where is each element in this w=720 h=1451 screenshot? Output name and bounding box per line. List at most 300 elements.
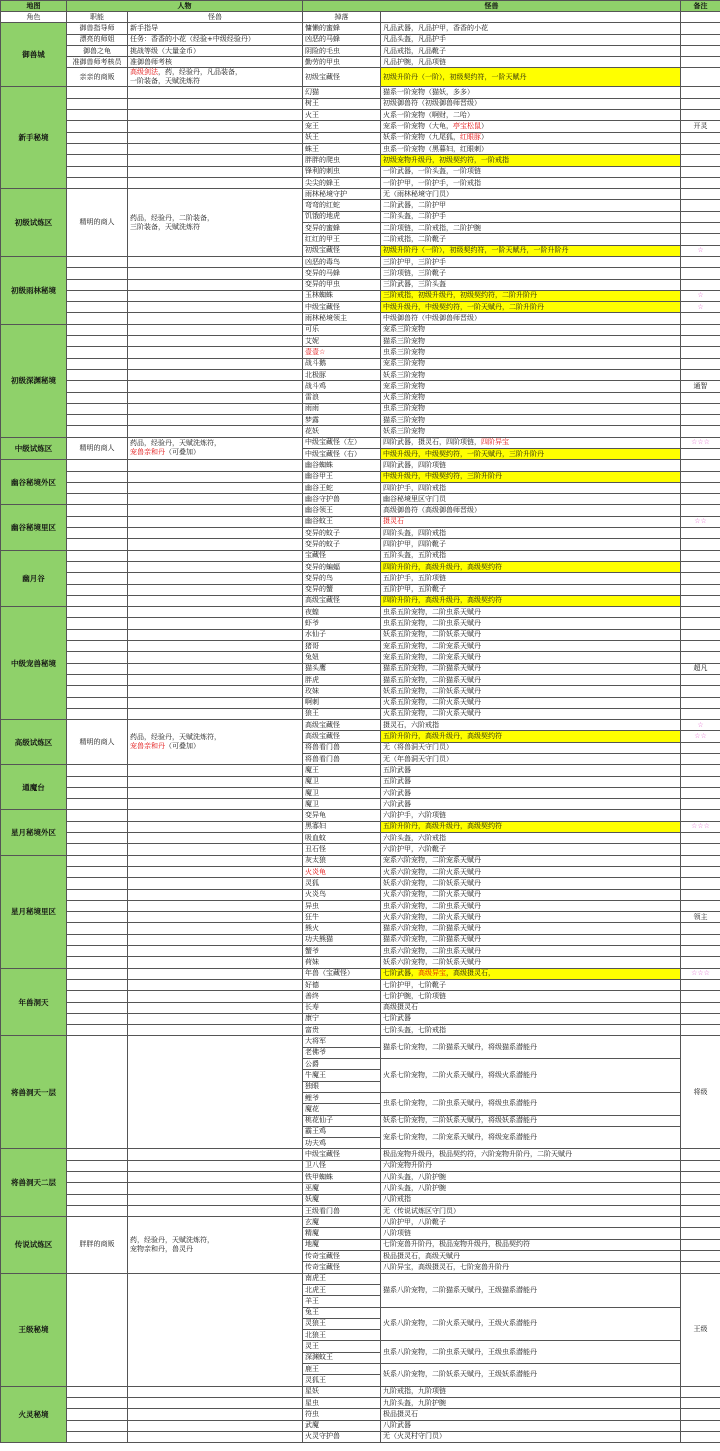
drop-cell (381, 641, 681, 652)
table-row (1, 618, 720, 629)
drop-text: 火系五阶宠物，二阶火系天赋丹 (383, 698, 481, 707)
note-cell: ☆☆☆ (681, 821, 720, 832)
npc-role: 精明的商人 (67, 189, 128, 257)
table-row (1, 1205, 720, 1216)
npc-duty (128, 652, 303, 663)
beast-name: 长寿 (303, 1002, 381, 1013)
table-row (1, 878, 720, 889)
note-cell (681, 358, 720, 369)
map-name: 王级秘境 (1, 1273, 67, 1386)
beast-name: 变异的蚊子 (303, 539, 381, 550)
drop-cell (381, 110, 681, 121)
drop-cell (381, 1431, 681, 1442)
npc-role (67, 1397, 128, 1408)
npc-duty (128, 358, 303, 369)
note-cell (681, 482, 720, 493)
beast-name: 火灵守护兽 (303, 1431, 381, 1442)
npc-duty (128, 1409, 303, 1420)
drop-text: 中级升级丹，中级契约符，三阶升阶丹 (383, 472, 502, 481)
drop-cell (381, 720, 681, 731)
beast-name: 雷浪 (303, 392, 381, 403)
note-cell (681, 539, 720, 550)
table-row (1, 787, 720, 798)
npc-duty (128, 324, 303, 335)
drop-text: 五阶升阶丹，高级升级丹，高级契约符 (383, 822, 502, 831)
npc-role (67, 550, 128, 561)
npc-role (67, 1183, 128, 1194)
npc-role (67, 415, 128, 426)
beast-name: 艾妮 (303, 336, 381, 347)
note-cell (681, 369, 720, 380)
map-name: 传说试炼区 (1, 1217, 67, 1273)
npc-role (67, 573, 128, 584)
drop-text: 极品摄灵石 (383, 1409, 418, 1418)
npc-duty (128, 776, 303, 787)
table-row (1, 1431, 720, 1442)
table-row (1, 437, 720, 448)
npc-duty (128, 844, 303, 855)
table-row (1, 810, 720, 821)
beast-name: 魔王 (303, 765, 381, 776)
drop-text: 妖系六阶宠物，二阶妖系天赋丹 (383, 878, 481, 887)
drop-cell: 虫系八阶宠物，二阶虫系天赋丹，王级虫系潜能丹 (381, 1341, 681, 1364)
beast-name: 年兽（宝藏怪） (303, 968, 381, 979)
drop-cell (381, 991, 681, 1002)
table-row (1, 279, 720, 290)
drop-cell (381, 426, 681, 437)
table-row (1, 686, 720, 697)
beast-name: 桃花仙子 (303, 1115, 381, 1126)
drop-text: 极品摄灵石，高级天赋丹 (383, 1251, 460, 1260)
npc-duty (128, 957, 303, 968)
beast-name: 吸血蚊 (303, 833, 381, 844)
note-cell (681, 708, 720, 719)
drop-text: 初级宠物升级丹，初级契约符，一阶戒指 (383, 155, 509, 164)
note-cell (681, 166, 720, 177)
drop-cell (381, 979, 681, 990)
note-cell (681, 177, 720, 188)
drop-cell (381, 302, 681, 313)
npc-duty (128, 663, 303, 674)
note-cell (681, 584, 720, 595)
note-cell: ☆☆ (681, 516, 720, 527)
npc-role (67, 358, 128, 369)
npc-role (67, 1149, 128, 1160)
note-cell (681, 1431, 720, 1442)
npc-duty (128, 87, 303, 98)
npc-duty-text: 三阶装备，天赋洗炼符 (130, 222, 200, 231)
drop-text: 三阶戒指，初级升级丹，初级契约符，二阶升阶丹 (383, 291, 537, 300)
drop-cell (381, 866, 681, 877)
npc-role (67, 121, 128, 132)
note-cell: 开灵 (681, 121, 720, 132)
table-row (1, 889, 720, 900)
map-name: 将兽洞天二层 (1, 1149, 67, 1217)
drop-text: 八阶项链 (383, 1229, 411, 1238)
note-cell (681, 1013, 720, 1024)
note-cell (681, 799, 720, 810)
note-cell: ☆ (681, 245, 720, 256)
drop-cell (381, 290, 681, 301)
beast-name: 夜蝗 (303, 607, 381, 618)
note-cell (681, 23, 720, 34)
drop-text: 五阶武器 (383, 777, 411, 786)
drop-cell (381, 629, 681, 640)
drop-cell (381, 34, 681, 45)
npc-role (67, 279, 128, 290)
note-cell: ☆☆ (681, 731, 720, 742)
table-row (1, 347, 720, 358)
drop-text: 五阶护甲，五阶靴子 (383, 585, 446, 594)
npc-duty-red: 宠兽亲和丹 (130, 448, 165, 457)
beast-name: 公爵 (303, 1059, 381, 1070)
drop-cell (381, 494, 681, 505)
beast-name: 兔妞 (303, 652, 381, 663)
drop-highlight-red: 四阶异宝 (481, 438, 509, 447)
table-row (1, 663, 720, 674)
note-cell (681, 1397, 720, 1408)
beast-name: 星妖 (303, 1386, 381, 1397)
beast-name: 魔花 (303, 1104, 381, 1115)
note-cell (681, 934, 720, 945)
beast-name: 卫八怪 (303, 1160, 381, 1171)
beast-name: 初级宝藏怪 (303, 68, 381, 87)
note-cell (681, 810, 720, 821)
drop-text: 宠系五阶宠物，二阶宠系天赋丹 (383, 641, 481, 650)
drop-cell (381, 23, 681, 34)
drop-text: 七阶武器 (383, 1014, 411, 1023)
drop-cell (381, 1420, 681, 1431)
drop-cell (381, 189, 681, 200)
npc-duty (128, 110, 303, 121)
npc-role (67, 482, 128, 493)
note-cell (681, 1002, 720, 1013)
npc-role (67, 912, 128, 923)
note-cell (681, 878, 720, 889)
note-cell (681, 68, 720, 87)
beast-name: 深渊蚊王 (303, 1352, 381, 1363)
beast-name: 饥饿的地虎 (303, 211, 381, 222)
note-cell (681, 833, 720, 844)
beast-name: 尖尖的蜂王 (303, 177, 381, 188)
note-cell (681, 900, 720, 911)
drop-text: 宠系三阶宠物 (383, 325, 425, 334)
table-row (1, 968, 720, 979)
map-name: 幽谷秘境外区 (1, 460, 67, 505)
npc-duty (128, 516, 303, 527)
npc-duty (128, 460, 303, 471)
npc-duty (128, 765, 303, 776)
drop-cell (381, 223, 681, 234)
note-cell (681, 313, 720, 324)
drop-text: 妖系三阶宠物 (383, 370, 425, 379)
npc-duty (128, 426, 303, 437)
drop-text: 虫系一阶宠物（黑暮妇，红眼刺） (383, 144, 488, 153)
drop-text: 八阶戒指 (383, 1195, 411, 1204)
drop-cell (381, 57, 681, 68)
npc-role (67, 528, 128, 539)
table-row (1, 1386, 720, 1397)
npc-role (67, 471, 128, 482)
drop-cell (381, 45, 681, 56)
npc-duty-text: 药品，经验丹，天赋洗炼符， (130, 439, 221, 448)
npc-duty (128, 584, 303, 595)
beast-name: 玫妹 (303, 686, 381, 697)
beast-name: 战斗鸡 (303, 381, 381, 392)
drop-cell: 妖系七阶宠物，二阶妖系天赋丹，将级妖系潜能丹 (381, 1115, 681, 1126)
note-cell (681, 697, 720, 708)
beast-name: 传奇宝藏怪 (303, 1262, 381, 1273)
note-cell (681, 1420, 720, 1431)
drop-cell (381, 121, 681, 132)
beast-name: 北极豚 (303, 369, 381, 380)
beast-name: 羊王 (303, 1296, 381, 1307)
npc-role (67, 110, 128, 121)
npc-duty (128, 1397, 303, 1408)
drop-text: 四阶护手，四阶戒指 (383, 483, 446, 492)
beast-name: 牛魔王 (303, 1070, 381, 1081)
npc-duty (128, 912, 303, 923)
drop-cell (381, 934, 681, 945)
note-cell (681, 889, 720, 900)
beast-name: 灵狼王 (303, 1318, 381, 1329)
drop-cell (381, 347, 681, 358)
beast-name: 灵王 (303, 1341, 381, 1352)
drop-text: 七阶武器， (383, 969, 418, 978)
drop-text: 初级御兽符（初级御兽师晋级） (383, 99, 481, 108)
npc-duty (128, 991, 303, 1002)
drop-text: 宠系五阶宠物，二阶宠系天赋丹 (383, 652, 481, 661)
npc-role (67, 765, 128, 776)
drop-cell (381, 471, 681, 482)
beast-name: 妖魔 (303, 1194, 381, 1205)
npc-role: 胖胖的商贩 (67, 1217, 128, 1273)
drop-cell (381, 923, 681, 934)
drop-text: 虫系三阶宠物 (383, 404, 425, 413)
npc-role (67, 1171, 128, 1182)
drop-text: 猫系六阶宠物，二阶猫系天赋丹 (383, 935, 481, 944)
drop-text: 四阶升阶丹，高级升级丹，高级契约符 (383, 562, 502, 571)
table-row (1, 844, 720, 855)
drop-cell (381, 516, 681, 527)
npc-role (67, 900, 128, 911)
beast-name: 花妖 (303, 426, 381, 437)
note-cell (681, 460, 720, 471)
npc-duty-text: 药品，经验丹，天赋洗炼符， (130, 733, 221, 742)
drop-cell (381, 268, 681, 279)
table-row (1, 561, 720, 572)
beast-name: 壹壹☆ (303, 347, 381, 358)
drop-text-tail: ，高级摄灵石， (446, 969, 495, 978)
drop-text: 二阶戒指，二阶靴子 (383, 234, 446, 243)
npc-role (67, 290, 128, 301)
npc-role: 精明的商人 (67, 437, 128, 460)
npc-duty (128, 302, 303, 313)
npc-duty (128, 57, 303, 68)
drop-text: 凡品护腕，凡品项链 (383, 57, 446, 66)
note-cell (681, 1183, 720, 1194)
note-cell (681, 1239, 720, 1250)
note-cell (681, 641, 720, 652)
npc-duty (128, 68, 303, 87)
npc-duty (128, 155, 303, 166)
table-row (1, 573, 720, 584)
table-row (1, 98, 720, 109)
npc-role (67, 1205, 128, 1216)
drop-text: 六阶头盔，六阶戒指 (383, 833, 446, 842)
note-cell (681, 787, 720, 798)
beast-name: 雨林秘境领主 (303, 313, 381, 324)
note-cell: 领主 (681, 912, 720, 923)
note-cell (681, 392, 720, 403)
beast-name: 幽谷甲王 (303, 471, 381, 482)
drop-cell (381, 1217, 681, 1228)
drop-cell (381, 200, 681, 211)
note-cell (681, 234, 720, 245)
beast-name: 慵懒的蜜蜂 (303, 23, 381, 34)
drop-cell (381, 584, 681, 595)
drop-text: 无（雨林秘境守门员） (383, 189, 453, 198)
drop-text: 虫系三阶宠物 (383, 347, 425, 356)
npc-role (67, 324, 128, 335)
npc-role (67, 1273, 128, 1386)
note-cell (681, 618, 720, 629)
npc-duty (128, 1386, 303, 1397)
drop-text: 三阶武器，三阶头盔 (383, 280, 446, 289)
beast-name: 高级宝藏怪 (303, 720, 381, 731)
beast-name: 变异的蟹 (303, 584, 381, 595)
beast-name: 变异的蚊子 (303, 528, 381, 539)
npc-duty (128, 34, 303, 45)
npc-duty-text: 任务：香香的小花（经验+中级经验丹） (130, 35, 255, 44)
drop-cell (381, 539, 681, 550)
drop-text: 宠系一阶宠物（大龟， (383, 122, 453, 131)
npc-duty (128, 177, 303, 188)
npc-duty (128, 23, 303, 34)
npc-duty (128, 1431, 303, 1442)
npc-role (67, 618, 128, 629)
beast-name: 水仙子 (303, 629, 381, 640)
drop-cell (381, 132, 681, 143)
drop-cell (381, 889, 681, 900)
npc-duty (128, 369, 303, 380)
beast-name: 凶恶的毒鸟 (303, 256, 381, 267)
npc-duty (128, 437, 303, 460)
npc-role (67, 641, 128, 652)
npc-role (67, 369, 128, 380)
note-cell (681, 110, 720, 121)
npc-duty (128, 143, 303, 154)
drop-cell: 猫系八阶宠物，二阶猫系天赋丹，王级猫系潜能丹 (381, 1273, 681, 1307)
table-row (1, 1013, 720, 1024)
note-cell (681, 686, 720, 697)
drop-cell (381, 686, 681, 697)
drop-text: 五阶护手，五阶项链 (383, 573, 446, 582)
table-row (1, 166, 720, 177)
drop-text-tail: ） (481, 122, 488, 131)
beast-name: 幽谷蜘蛛 (303, 460, 381, 471)
npc-duty (128, 674, 303, 685)
npc-duty (128, 313, 303, 324)
drop-text: 火系三阶宠物 (383, 393, 425, 402)
beast-name: 雨雨 (303, 403, 381, 414)
drop-text: 宠系六阶宠物，二阶宠系天赋丹 (383, 856, 481, 865)
beast-name: 王级看门兽 (303, 1205, 381, 1216)
drop-text: 六阶武器 (383, 799, 411, 808)
drop-cell (381, 437, 681, 448)
table-row (1, 426, 720, 437)
drop-cell (381, 833, 681, 844)
note-cell (681, 45, 720, 56)
drop-cell (381, 821, 681, 832)
table-row (1, 674, 720, 685)
drop-cell (381, 87, 681, 98)
drop-cell (381, 1239, 681, 1250)
note-cell (681, 98, 720, 109)
note-cell (681, 652, 720, 663)
beast-name: 幽谷蚊王 (303, 516, 381, 527)
drop-cell (381, 573, 681, 584)
drop-cell (381, 765, 681, 776)
table-row (1, 505, 720, 516)
map-name: 幽谷秘境里区 (1, 505, 67, 550)
npc-role (67, 1386, 128, 1397)
drop-cell (381, 143, 681, 154)
npc-role (67, 686, 128, 697)
drop-cell (381, 1228, 681, 1239)
beast-name: 传奇宝藏怪 (303, 1251, 381, 1262)
beast-name: 功夫熊猫 (303, 934, 381, 945)
drop-text: 三阶护甲，三阶护手 (383, 257, 446, 266)
drop-cell (381, 369, 681, 380)
npc-role (67, 584, 128, 595)
table-row (1, 189, 720, 200)
drop-cell (381, 177, 681, 188)
beast-name: 凶恶的马蜂 (303, 34, 381, 45)
npc-duty (128, 1002, 303, 1013)
drop-text: 四阶头盔，四阶戒指 (383, 528, 446, 537)
beast-name: 变异龟 (303, 810, 381, 821)
npc-role (67, 98, 128, 109)
note-cell (681, 855, 720, 866)
beast-name: 灵狐王 (303, 1375, 381, 1386)
beast-name: 火王 (303, 110, 381, 121)
note-cell (681, 279, 720, 290)
npc-duty (128, 629, 303, 640)
note-cell (681, 979, 720, 990)
table-row (1, 946, 720, 957)
npc-role (67, 810, 128, 821)
drop-cell (381, 234, 681, 245)
drop-text: 猫系三阶宠物 (383, 336, 425, 345)
beast-name: 功夫鸡 (303, 1138, 381, 1149)
table-row (1, 1273, 720, 1284)
npc-role: 漂亮的师姐 (67, 34, 128, 45)
npc-duty (128, 946, 303, 957)
beast-name: 黑寡妇 (303, 821, 381, 832)
drop-cell (381, 844, 681, 855)
npc-duty (128, 471, 303, 482)
npc-role: 精明的商人 (67, 720, 128, 765)
npc-duty (128, 787, 303, 798)
npc-duty (128, 595, 303, 606)
beast-name: 南虎王 (303, 1273, 381, 1284)
npc-duty (128, 121, 303, 132)
note-cell (681, 34, 720, 45)
map-name: 中级宠兽秘境 (1, 607, 67, 720)
beast-name: 初级宝藏怪 (303, 245, 381, 256)
drop-text: 猫系三阶宠物 (383, 415, 425, 424)
